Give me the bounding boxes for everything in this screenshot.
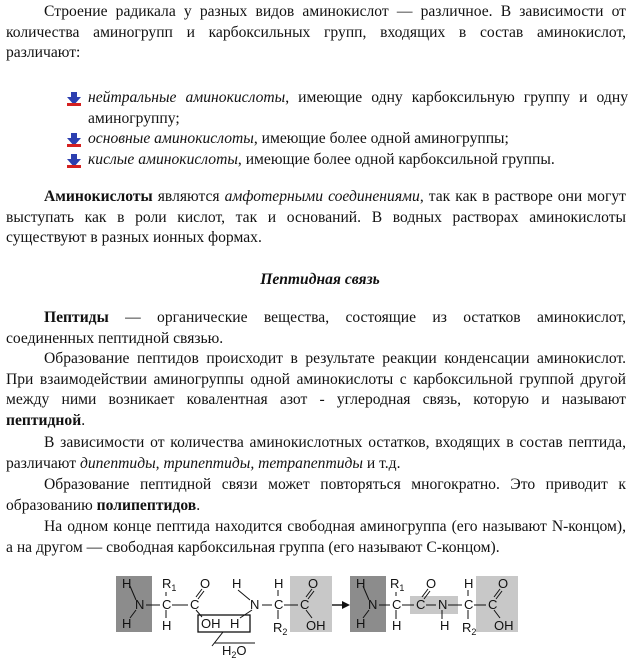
svg-text:H: H xyxy=(356,616,366,631)
svg-text:O: O xyxy=(426,576,437,591)
svg-text:H: H xyxy=(162,618,172,633)
bullet-item-basic: основные аминокислоты, имеющие более одной аминогруппы; xyxy=(88,129,628,150)
arrow-bullet-icon xyxy=(66,153,82,169)
svg-text:OH: OH xyxy=(201,616,221,631)
svg-text:O: O xyxy=(498,576,509,591)
svg-text:H: H xyxy=(274,576,284,591)
svg-text:H: H xyxy=(464,576,474,591)
svg-text:C: C xyxy=(162,597,172,612)
svg-text:O: O xyxy=(200,576,211,591)
svg-text:C: C xyxy=(300,597,310,612)
svg-text:OH: OH xyxy=(306,618,326,633)
svg-text:N: N xyxy=(368,597,378,612)
svg-text:N: N xyxy=(250,597,260,612)
ends-paragraph: На одном конце пептида находится свободная аминогруппа (его называют N-концом), а на другом — свободная карбоксильная группа (его называют C-концом). xyxy=(6,518,626,556)
svg-text:R1: $R_1$ xyxy=(390,576,405,593)
amphoteric-paragraph: Аминокислоты являются амфотерными соединениями, так как в растворе они могут выступать как в роли кислот, так и оснований. В водных растворах аминокислоты существуют в разных ионных формах. xyxy=(6,188,626,247)
svg-text:C: C xyxy=(190,597,200,612)
types-paragraph: В зависимости от количества аминокислотных остатков, входящих в состав пептида, различают дипептиды, трипептиды, тетрапептиды и т.д. xyxy=(6,434,626,472)
svg-text:C: C xyxy=(416,597,426,612)
bullet-item-acidic: кислые аминокислоты, имеющие более одной карбоксильной группы. xyxy=(88,150,628,171)
peptides-definition: Пептиды — органические вещества, состоящие из остатков аминокислот, соединенных пептидной связью. xyxy=(6,309,626,347)
svg-text:C: C xyxy=(488,597,498,612)
arrow-bullet-icon xyxy=(66,132,82,148)
svg-text:H: H xyxy=(230,616,240,631)
intro-paragraph: Строение радикала у разных видов аминокислот — различное. В зависимости от количества аминогрупп и карбоксильных групп, входящих в состав аминокислот, различают: xyxy=(6,3,626,62)
svg-text:H: H xyxy=(392,618,402,633)
section-heading: Пептидная связь xyxy=(260,271,380,288)
svg-text:C: C xyxy=(464,597,474,612)
svg-text:H: H xyxy=(122,616,132,631)
arrow-bullet-icon xyxy=(66,91,82,107)
svg-text:R2: $R_2$ xyxy=(462,620,477,637)
svg-text:H: H xyxy=(356,576,366,591)
svg-text:H: H xyxy=(440,618,450,633)
svg-text:N: N xyxy=(438,597,448,612)
svg-text:O: O xyxy=(308,576,319,591)
peptide-formation-diagram xyxy=(110,574,530,662)
formation-paragraph: Образование пептидов происходит в результате реакции конденсации аминокислот. При взаимодействии аминогруппы одной аминокислоты с карбоксильной группой другой между ними возникает ковалентная азот - углеродная связь, которую и называют пептидной. xyxy=(6,350,626,429)
svg-text:R2: $R_2$ xyxy=(273,620,288,637)
svg-text:OH: OH xyxy=(494,618,514,633)
polypeptide-paragraph: Образование пептидной связи может повторяться многократно. Это приводит к образованию полипептидов. xyxy=(6,476,626,514)
svg-text:C: C xyxy=(392,597,402,612)
svg-text:C: C xyxy=(274,597,284,612)
svg-text:H: H xyxy=(232,576,242,591)
svg-text:N: N xyxy=(135,597,145,612)
svg-text:H: H xyxy=(122,576,132,591)
svg-text:H2O: $H_2O$ xyxy=(222,643,247,660)
reaction-arrow-icon xyxy=(332,601,350,609)
svg-text:R1: $R_1$ xyxy=(162,576,177,593)
bullet-item-neutral: нейтральные аминокислоты, имеющие одну карбоксильную группу и одну аминогруппу; xyxy=(88,88,628,129)
